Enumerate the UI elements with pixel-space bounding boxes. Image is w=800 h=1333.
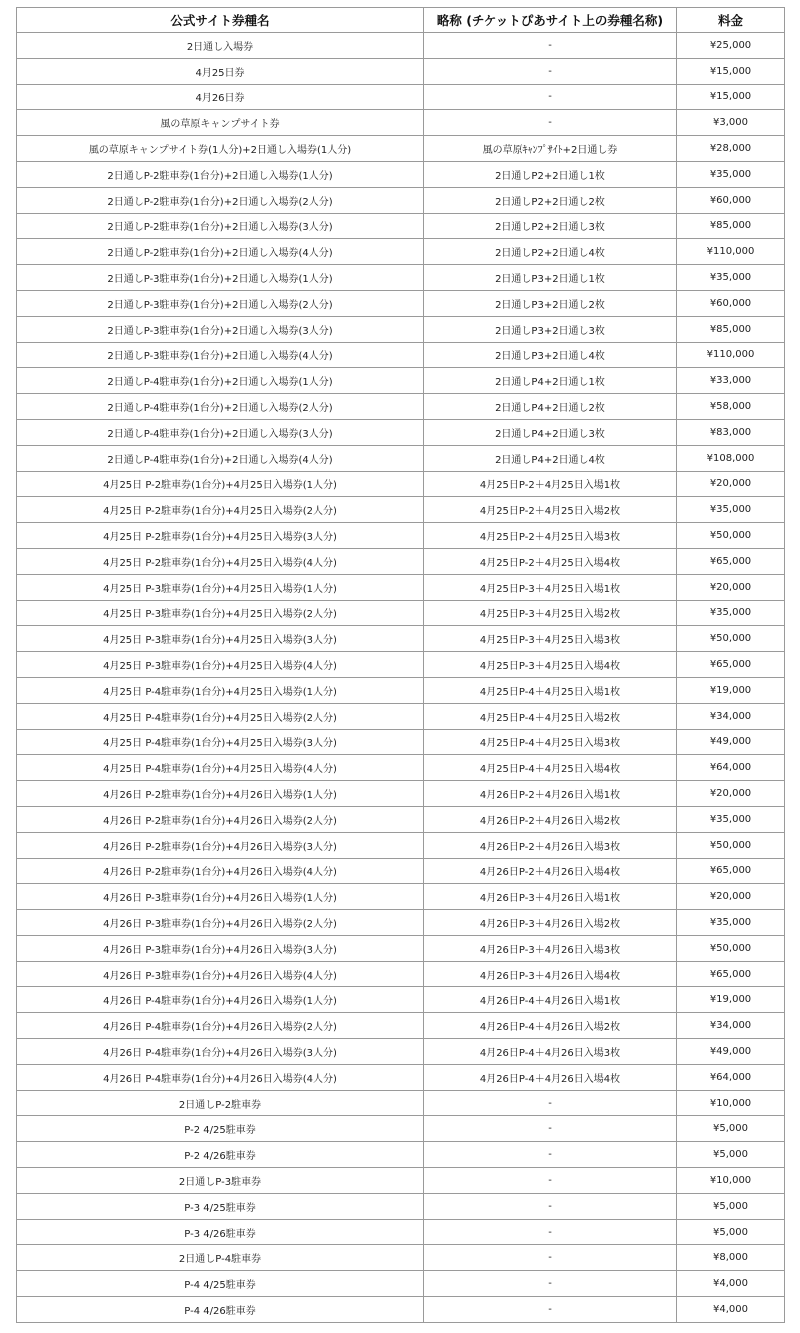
ticket-name-cell: 風の草原キャンプサイト券(1人分)+2日通し入場券(1人分) [17,136,424,162]
table-row [17,84,785,110]
price-cell: ¥50,000 [677,935,785,961]
abbreviation-cell: - [424,84,677,110]
ticket-name-cell: 4月25日 P-2駐車券(1台分)+4月25日入場券(3人分) [17,523,424,549]
abbreviation-cell: 4月26日P-2＋4月26日入場3枚 [424,832,677,858]
ticket-name-cell: P-3 4/26駐車券 [17,1219,424,1245]
ticket-name-cell: 4月25日 P-2駐車券(1台分)+4月25日入場券(4人分) [17,548,424,574]
price-cell: ¥20,000 [677,781,785,807]
table-row [17,58,785,84]
ticket-name-cell: P-3 4/25駐車券 [17,1193,424,1219]
abbreviation-cell: - [424,1297,677,1323]
abbreviation-cell: 2日通しP3+2日通し1枚 [424,265,677,291]
ticket-name-cell: 4月25日券 [17,58,424,84]
header-abbreviation: 略称 (チケットぴあサイト上の券種名称) [424,8,677,33]
table-row [17,1271,785,1297]
abbreviation-cell: - [424,1193,677,1219]
table-row [17,677,785,703]
ticket-name-cell: 4月25日 P-2駐車券(1台分)+4月25日入場券(1人分) [17,471,424,497]
abbreviation-cell: 4月26日P-3＋4月26日入場2枚 [424,910,677,936]
table-row [17,1116,785,1142]
table-row [17,316,785,342]
price-cell: ¥35,000 [677,497,785,523]
table-row [17,161,785,187]
price-cell: ¥64,000 [677,1064,785,1090]
table-row [17,265,785,291]
ticket-name-cell: 4月25日 P-3駐車券(1台分)+4月25日入場券(2人分) [17,600,424,626]
table-row [17,394,785,420]
price-cell: ¥5,000 [677,1219,785,1245]
price-cell: ¥50,000 [677,523,785,549]
table-row [17,368,785,394]
table-row [17,33,785,59]
table-row [17,1193,785,1219]
abbreviation-cell: - [424,1271,677,1297]
abbreviation-cell: 4月26日P-4＋4月26日入場1枚 [424,987,677,1013]
abbreviation-cell: 2日通しP2+2日通し2枚 [424,187,677,213]
table-row [17,781,785,807]
table-row [17,445,785,471]
ticket-name-cell: 4月26日 P-3駐車券(1台分)+4月26日入場券(4人分) [17,961,424,987]
table-row [17,600,785,626]
ticket-name-cell: 4月25日 P-4駐車券(1台分)+4月25日入場券(4人分) [17,755,424,781]
table-row [17,497,785,523]
table-row [17,652,785,678]
ticket-name-cell: 4月25日 P-4駐車券(1台分)+4月25日入場券(1人分) [17,677,424,703]
abbreviation-cell: 4月25日P-3＋4月25日入場4枚 [424,652,677,678]
table-row [17,1013,785,1039]
price-cell: ¥49,000 [677,1039,785,1065]
abbreviation-cell: 4月25日P-4＋4月25日入場2枚 [424,703,677,729]
ticket-name-cell: 4月26日 P-2駐車券(1台分)+4月26日入場券(2人分) [17,806,424,832]
ticket-name-cell: 2日通しP-3駐車券(1台分)+2日通し入場券(1人分) [17,265,424,291]
abbreviation-cell: 4月26日P-2＋4月26日入場2枚 [424,806,677,832]
price-cell: ¥35,000 [677,161,785,187]
abbreviation-cell: - [424,1090,677,1116]
abbreviation-cell: 4月25日P-2＋4月25日入場2枚 [424,497,677,523]
price-cell: ¥85,000 [677,213,785,239]
ticket-name-cell: 2日通しP-3駐車券(1台分)+2日通し入場券(2人分) [17,290,424,316]
abbreviation-cell: 2日通しP3+2日通し4枚 [424,342,677,368]
price-cell: ¥50,000 [677,832,785,858]
price-cell: ¥34,000 [677,1013,785,1039]
abbreviation-cell: 4月26日P-2＋4月26日入場1枚 [424,781,677,807]
abbreviation-cell: 4月26日P-4＋4月26日入場2枚 [424,1013,677,1039]
header-official-ticket-name: 公式サイト券種名 [17,8,424,33]
abbreviation-cell: - [424,1116,677,1142]
price-cell: ¥35,000 [677,910,785,936]
price-cell: ¥83,000 [677,419,785,445]
table-row [17,1064,785,1090]
price-cell: ¥85,000 [677,316,785,342]
ticket-name-cell: 2日通しP-4駐車券 [17,1245,424,1271]
table-row [17,523,785,549]
table-row [17,1168,785,1194]
table-row [17,419,785,445]
price-cell: ¥4,000 [677,1271,785,1297]
table-row [17,987,785,1013]
ticket-name-cell: 2日通しP-2駐車券(1台分)+2日通し入場券(4人分) [17,239,424,265]
table-row [17,110,785,136]
abbreviation-cell: 4月25日P-3＋4月25日入場3枚 [424,626,677,652]
ticket-name-cell: 4月26日 P-3駐車券(1台分)+4月26日入場券(1人分) [17,884,424,910]
ticket-name-cell: 4月26日 P-4駐車券(1台分)+4月26日入場券(3人分) [17,1039,424,1065]
table-row [17,806,785,832]
price-cell: ¥20,000 [677,884,785,910]
price-cell: ¥20,000 [677,574,785,600]
price-cell: ¥65,000 [677,548,785,574]
price-cell: ¥65,000 [677,961,785,987]
price-cell: ¥19,000 [677,677,785,703]
table-row [17,910,785,936]
abbreviation-cell: 4月26日P-3＋4月26日入場3枚 [424,935,677,961]
abbreviation-cell: 4月25日P-3＋4月25日入場2枚 [424,600,677,626]
price-cell: ¥20,000 [677,471,785,497]
abbreviation-cell: 4月26日P-3＋4月26日入場4枚 [424,961,677,987]
abbreviation-cell: - [424,1245,677,1271]
table-row [17,884,785,910]
ticket-name-cell: 4月26日 P-3駐車券(1台分)+4月26日入場券(3人分) [17,935,424,961]
table-row [17,935,785,961]
table-row [17,832,785,858]
price-cell: ¥4,000 [677,1297,785,1323]
ticket-name-cell: 2日通しP-4駐車券(1台分)+2日通し入場券(4人分) [17,445,424,471]
table-row [17,858,785,884]
price-cell: ¥10,000 [677,1090,785,1116]
abbreviation-cell: 4月26日P-3＋4月26日入場1枚 [424,884,677,910]
ticket-name-cell: P-4 4/25駐車券 [17,1271,424,1297]
abbreviation-cell: 4月26日P-4＋4月26日入場3枚 [424,1039,677,1065]
table-row [17,136,785,162]
ticket-name-cell: 4月25日 P-2駐車券(1台分)+4月25日入場券(2人分) [17,497,424,523]
ticket-name-cell: P-4 4/26駐車券 [17,1297,424,1323]
table-row [17,187,785,213]
table-row [17,1245,785,1271]
price-cell: ¥110,000 [677,239,785,265]
header-price: 料金 [677,8,785,33]
price-cell: ¥64,000 [677,755,785,781]
abbreviation-cell: 4月25日P-2＋4月25日入場3枚 [424,523,677,549]
table-row [17,1039,785,1065]
price-cell: ¥50,000 [677,626,785,652]
price-cell: ¥35,000 [677,806,785,832]
abbreviation-cell: 4月25日P-4＋4月25日入場1枚 [424,677,677,703]
table-row [17,1142,785,1168]
abbreviation-cell: 4月25日P-2＋4月25日入場1枚 [424,471,677,497]
table-row [17,703,785,729]
abbreviation-cell: - [424,110,677,136]
price-cell: ¥5,000 [677,1193,785,1219]
price-cell: ¥110,000 [677,342,785,368]
ticket-price-table-container [16,7,784,1323]
abbreviation-cell: 2日通しP2+2日通し3枚 [424,213,677,239]
ticket-name-cell: 4月26日 P-2駐車券(1台分)+4月26日入場券(4人分) [17,858,424,884]
ticket-name-cell: 2日通し入場券 [17,33,424,59]
abbreviation-cell: 2日通しP2+2日通し4枚 [424,239,677,265]
table-row [17,213,785,239]
table-row [17,1219,785,1245]
ticket-name-cell: 4月25日 P-3駐車券(1台分)+4月25日入場券(4人分) [17,652,424,678]
ticket-name-cell: 4月25日 P-3駐車券(1台分)+4月25日入場券(3人分) [17,626,424,652]
table-row [17,239,785,265]
ticket-name-cell: 4月26日 P-2駐車券(1台分)+4月26日入場券(3人分) [17,832,424,858]
ticket-name-cell: 4月26日 P-4駐車券(1台分)+4月26日入場券(4人分) [17,1064,424,1090]
table-row [17,574,785,600]
price-cell: ¥5,000 [677,1142,785,1168]
abbreviation-cell: 2日通しP3+2日通し2枚 [424,290,677,316]
ticket-name-cell: 2日通しP-2駐車券(1台分)+2日通し入場券(2人分) [17,187,424,213]
abbreviation-cell: - [424,1168,677,1194]
abbreviation-cell: 2日通しP4+2日通し3枚 [424,419,677,445]
ticket-name-cell: 風の草原キャンプサイト券 [17,110,424,136]
price-cell: ¥60,000 [677,187,785,213]
price-cell: ¥3,000 [677,110,785,136]
price-cell: ¥10,000 [677,1168,785,1194]
price-cell: ¥25,000 [677,33,785,59]
abbreviation-cell: - [424,33,677,59]
price-cell: ¥60,000 [677,290,785,316]
abbreviation-cell: 2日通しP4+2日通し4枚 [424,445,677,471]
abbreviation-cell: 4月26日P-4＋4月26日入場4枚 [424,1064,677,1090]
table-row [17,729,785,755]
ticket-name-cell: 4月26日 P-3駐車券(1台分)+4月26日入場券(2人分) [17,910,424,936]
ticket-name-cell: 4月25日 P-3駐車券(1台分)+4月25日入場券(1人分) [17,574,424,600]
ticket-name-cell: 2日通しP-4駐車券(1台分)+2日通し入場券(1人分) [17,368,424,394]
ticket-name-cell: 2日通しP-2駐車券 [17,1090,424,1116]
price-cell: ¥65,000 [677,858,785,884]
abbreviation-cell: - [424,1219,677,1245]
price-cell: ¥58,000 [677,394,785,420]
abbreviation-cell: 2日通しP4+2日通し2枚 [424,394,677,420]
ticket-name-cell: 2日通しP-4駐車券(1台分)+2日通し入場券(2人分) [17,394,424,420]
ticket-name-cell: 4月26日 P-4駐車券(1台分)+4月26日入場券(1人分) [17,987,424,1013]
abbreviation-cell: 4月25日P-2＋4月25日入場4枚 [424,548,677,574]
price-cell: ¥65,000 [677,652,785,678]
table-row [17,290,785,316]
abbreviation-cell: 4月26日P-2＋4月26日入場4枚 [424,858,677,884]
table-header-row [17,8,785,33]
ticket-name-cell: 2日通しP-3駐車券 [17,1168,424,1194]
price-cell: ¥33,000 [677,368,785,394]
abbreviation-cell: 2日通しP4+2日通し1枚 [424,368,677,394]
abbreviation-cell: 2日通しP3+2日通し3枚 [424,316,677,342]
table-row [17,471,785,497]
ticket-name-cell: 4月26日 P-4駐車券(1台分)+4月26日入場券(2人分) [17,1013,424,1039]
ticket-price-table [16,7,785,1323]
abbreviation-cell: 4月25日P-4＋4月25日入場3枚 [424,729,677,755]
table-row [17,1297,785,1323]
price-cell: ¥108,000 [677,445,785,471]
abbreviation-cell: - [424,58,677,84]
price-cell: ¥19,000 [677,987,785,1013]
price-cell: ¥28,000 [677,136,785,162]
table-body [17,33,785,1323]
price-cell: ¥49,000 [677,729,785,755]
ticket-name-cell: 4月26日券 [17,84,424,110]
price-cell: ¥35,000 [677,600,785,626]
ticket-name-cell: P-2 4/25駐車券 [17,1116,424,1142]
price-cell: ¥35,000 [677,265,785,291]
ticket-name-cell: 2日通しP-2駐車券(1台分)+2日通し入場券(3人分) [17,213,424,239]
abbreviation-cell: 4月25日P-3＋4月25日入場1枚 [424,574,677,600]
ticket-name-cell: 4月25日 P-4駐車券(1台分)+4月25日入場券(3人分) [17,729,424,755]
table-row [17,961,785,987]
abbreviation-cell: 風の草原ｷｬﾝﾌﾟｻｲﾄ+2日通し券 [424,136,677,162]
abbreviation-cell: 4月25日P-4＋4月25日入場4枚 [424,755,677,781]
table-row [17,1090,785,1116]
table-row [17,342,785,368]
ticket-name-cell: P-2 4/26駐車券 [17,1142,424,1168]
ticket-name-cell: 4月26日 P-2駐車券(1台分)+4月26日入場券(1人分) [17,781,424,807]
price-cell: ¥15,000 [677,58,785,84]
ticket-name-cell: 2日通しP-3駐車券(1台分)+2日通し入場券(4人分) [17,342,424,368]
price-cell: ¥15,000 [677,84,785,110]
price-cell: ¥8,000 [677,1245,785,1271]
price-cell: ¥5,000 [677,1116,785,1142]
table-row [17,626,785,652]
table-row [17,548,785,574]
price-cell: ¥34,000 [677,703,785,729]
ticket-name-cell: 2日通しP-3駐車券(1台分)+2日通し入場券(3人分) [17,316,424,342]
ticket-name-cell: 2日通しP-2駐車券(1台分)+2日通し入場券(1人分) [17,161,424,187]
table-row [17,755,785,781]
abbreviation-cell: 2日通しP2+2日通し1枚 [424,161,677,187]
abbreviation-cell: - [424,1142,677,1168]
ticket-name-cell: 4月25日 P-4駐車券(1台分)+4月25日入場券(2人分) [17,703,424,729]
ticket-name-cell: 2日通しP-4駐車券(1台分)+2日通し入場券(3人分) [17,419,424,445]
